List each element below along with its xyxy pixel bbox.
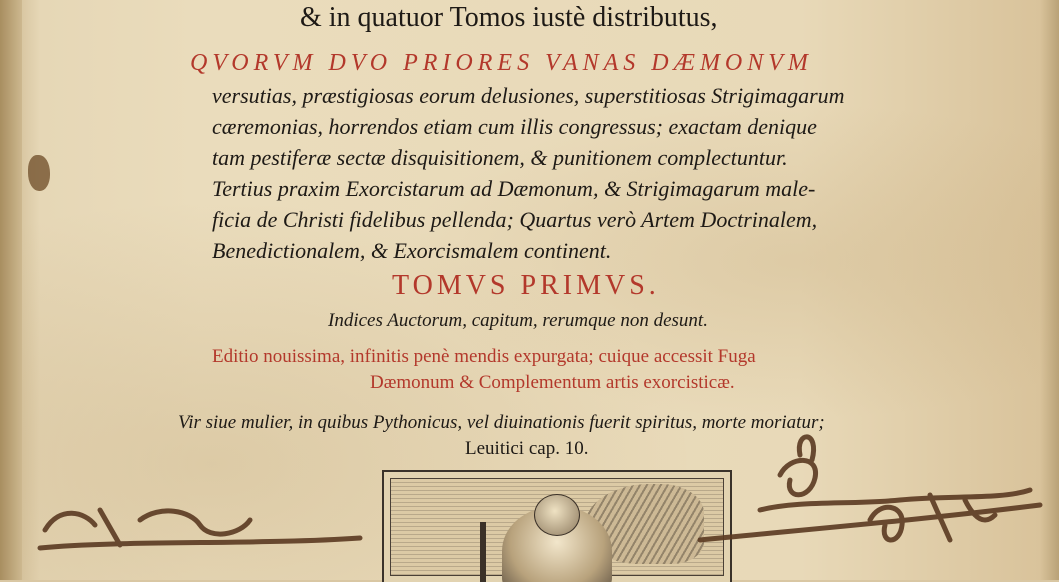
scripture-quote: Vir siue mulier, in quibus Pythonicus, vel diuinationis fuerit spiritus, morte moriatur;	[178, 412, 825, 433]
body-line-4: Tertius praxim Exorcistarum ad Dæmonum, & Strigimagarum male-	[212, 176, 816, 201]
indices-line: Indices Auctorum, capitum, rerumque non desunt.	[328, 310, 708, 331]
engraving-head	[534, 494, 580, 536]
body-line-6: Benedictionalem, & Exorcismalem continent.	[212, 238, 612, 263]
caduceus-staff	[480, 522, 486, 582]
body-line-2: cæremonias, horrendos etiam cum illis congressus; exactam denique	[212, 114, 817, 139]
right-strike-line	[700, 505, 1040, 540]
binding-gutter	[0, 0, 22, 580]
red-heading: QVORVM DVO PRIORES VANAS DÆMONVM	[190, 50, 813, 76]
printer-device-engraving	[382, 470, 732, 582]
title-line-top: & in quatuor Tomos iustè distributus,	[300, 2, 718, 33]
right-signature-loop	[780, 437, 816, 495]
right-signature-scrawl	[870, 495, 995, 540]
body-line-3: tam pestiferæ sectæ disquisitionem, & punitionem complectuntur.	[212, 145, 788, 170]
left-signature-scrawl	[45, 510, 250, 545]
body-line-5: ficia de Christi fidelibus pellenda; Quartus verò Artem Doctrinalem,	[212, 207, 818, 232]
edition-line-2: Dæmonum & Complementum artis exorcisticæ.	[370, 372, 735, 393]
scripture-reference: Leuitici cap. 10.	[465, 438, 589, 459]
ink-stain	[28, 155, 50, 191]
body-line-1: versutias, præstigiosas eorum delusiones, superstitiosas Strigimagarum	[212, 83, 845, 108]
edition-line-1: Editio nouissima, infinitis penè mendis expurgata; cuique accessit Fuga	[212, 346, 756, 367]
volume-heading: TOMVS PRIMVS.	[392, 270, 660, 301]
right-strike-line-2	[760, 490, 1030, 510]
left-strike-line	[40, 538, 360, 548]
